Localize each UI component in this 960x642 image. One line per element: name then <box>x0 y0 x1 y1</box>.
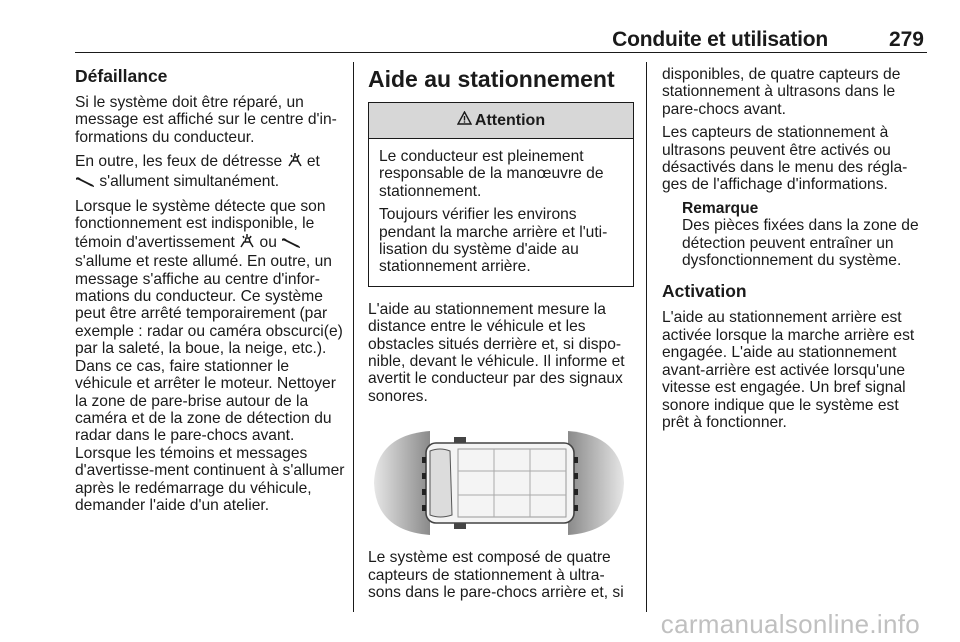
paragraph: Si le système doit être réparé, un message est affiché sur le centre d'in-formations du conducteur. <box>75 94 337 146</box>
text-run: Lorsque le système détecte que son fonctionnement est indisponible, le témoin d'avertissement <box>75 198 326 251</box>
column-2 <box>368 66 634 608</box>
section-heading-defaillance: Défaillance <box>75 66 168 86</box>
page-number: 279 <box>888 28 924 51</box>
text-run: s'allume et reste allumé. En outre, un message s'affiche au centre d'infor-mations du conducteur. Ce système peut être arrêté temporairement (par exemple : radar ou caméra obscurci(e) par la saleté, la boue, la neige, etc.). Dans ce cas, faire stationner le véhicule et arrêter le moteur. Nettoyer la zone de pare-brise autour de la caméra et de la zone de détection du radar dans le pare-chocs avant. Lorsque les témoins et messages d'avertisse-ment continuent à s'allumer après le redémarrage du véhicule, demander l'aide d'un atelier. <box>75 253 345 514</box>
paragraph <box>75 152 345 192</box>
paragraph <box>75 198 345 514</box>
parking-assist-icon <box>287 152 303 172</box>
text-run: ou <box>259 233 277 251</box>
warning-box <box>368 102 634 287</box>
hazard-warning-icon <box>281 235 301 253</box>
note-text: Des pièces fixées dans la zone de détection peuvent entraîner un dysfonctionnement du système. <box>682 217 919 270</box>
text-run: et <box>306 153 320 171</box>
paragraph: Les capteurs de stationnement à ultrasons peuvent être activés ou désactivés dans le menu des régla-ges de l'affichage d'informations. <box>662 124 908 194</box>
paragraph: L'aide au stationnement mesure la distance entre le véhicule et les obstacles situés derrière et, si dispo-nible, devant le véhicule. Il informe et avertit le conducteur par des signaux sonores. <box>368 300 625 405</box>
warning-title: Attention <box>474 111 546 129</box>
hazard-warning-icon <box>75 174 95 192</box>
paragraph: L'aide au stationnement arrière est activée lorsque la marche arrière est engagée. L'aide au stationnement avant-arrière est activée lorsqu'une vitesse est engagée. Un bref signal sonore indique que le système est prêt à fonctionner. <box>662 309 915 431</box>
warning-body <box>369 139 633 286</box>
section-heading-activation: Activation <box>662 281 747 302</box>
section-heading-aide-stationnement: Aide au stationnement <box>368 66 615 92</box>
paragraph: Le système est composé de quatre capteurs de stationnement à ultra-sons dans le pare-chocs arrière et, si <box>368 549 624 602</box>
paragraph: disponibles, de quatre capteurs de stationnement à ultrasons dans le pare-chocs avant. <box>662 66 901 118</box>
warning-triangle-icon <box>457 111 472 129</box>
chapter-title: Conduite et utilisation <box>612 28 828 51</box>
header-divider <box>75 52 927 53</box>
warning-header <box>369 103 633 139</box>
column-divider-1 <box>353 62 354 612</box>
note-label: Remarque <box>682 199 759 217</box>
text-run: s'allument simultanément. <box>99 172 280 190</box>
text-run: En outre, les feux de détresse <box>75 153 283 171</box>
column-1 <box>75 66 345 520</box>
warning-paragraph: Toujours vérifier les environs pendant la marche arrière et l'uti-lisation du système d'aide au stationnement arrière. <box>379 206 608 276</box>
parking-sensor-illustration <box>368 417 630 549</box>
column-3 <box>662 66 927 437</box>
column-divider-2 <box>646 62 647 612</box>
warning-paragraph: Le conducteur est pleinement responsable de la manœuvre de stationnement. <box>379 148 604 200</box>
note-block <box>662 200 927 270</box>
parking-assist-icon <box>239 233 255 253</box>
watermark: carmanualsonline.info <box>660 609 920 639</box>
